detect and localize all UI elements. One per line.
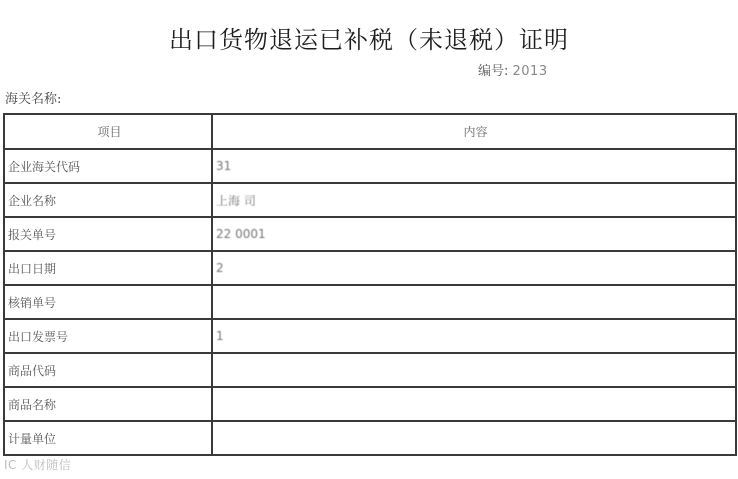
row-label: 报关单号 (4, 217, 212, 251)
serial-number (478, 60, 548, 79)
row-label: 出口发票号 (4, 319, 212, 353)
row-label: 商品名称 (4, 387, 212, 421)
customs-name (5, 88, 61, 107)
row-label: 企业海关代码 (4, 149, 212, 183)
column-header-content: 内容 (212, 114, 736, 149)
table-row (4, 353, 736, 387)
row-value: 上海 司 (212, 183, 736, 217)
row-value (212, 387, 736, 421)
row-label: 商品代码 (4, 353, 212, 387)
table-row (4, 319, 736, 353)
column-header-item: 项目 (4, 114, 212, 149)
table-row (4, 285, 736, 319)
table-row (4, 183, 736, 217)
serial-value: 2013 (512, 64, 548, 79)
table-row (4, 251, 736, 285)
table-row (4, 387, 736, 421)
certificate-table (3, 113, 737, 456)
row-label: 出口日期 (4, 251, 212, 285)
table-row (4, 149, 736, 183)
serial-label: 编号: (478, 64, 513, 79)
watermark: IC 人财随信 (4, 458, 72, 472)
table-row (4, 421, 736, 455)
row-value (212, 421, 736, 455)
table-row (4, 217, 736, 251)
table-header-row (4, 114, 736, 149)
row-value: 1 (212, 319, 736, 353)
row-label: 企业名称 (4, 183, 212, 217)
row-value (212, 353, 736, 387)
row-value (212, 285, 736, 319)
row-label: 核销单号 (4, 285, 212, 319)
row-label: 计量单位 (4, 421, 212, 455)
row-value: 31 (212, 149, 736, 183)
document-title: 出口货物退运已补税（未退税）证明 (169, 26, 569, 54)
row-value: 2 (212, 251, 736, 285)
row-value: 22 0001 (212, 217, 736, 251)
customs-label: 海关名称: (5, 92, 62, 107)
